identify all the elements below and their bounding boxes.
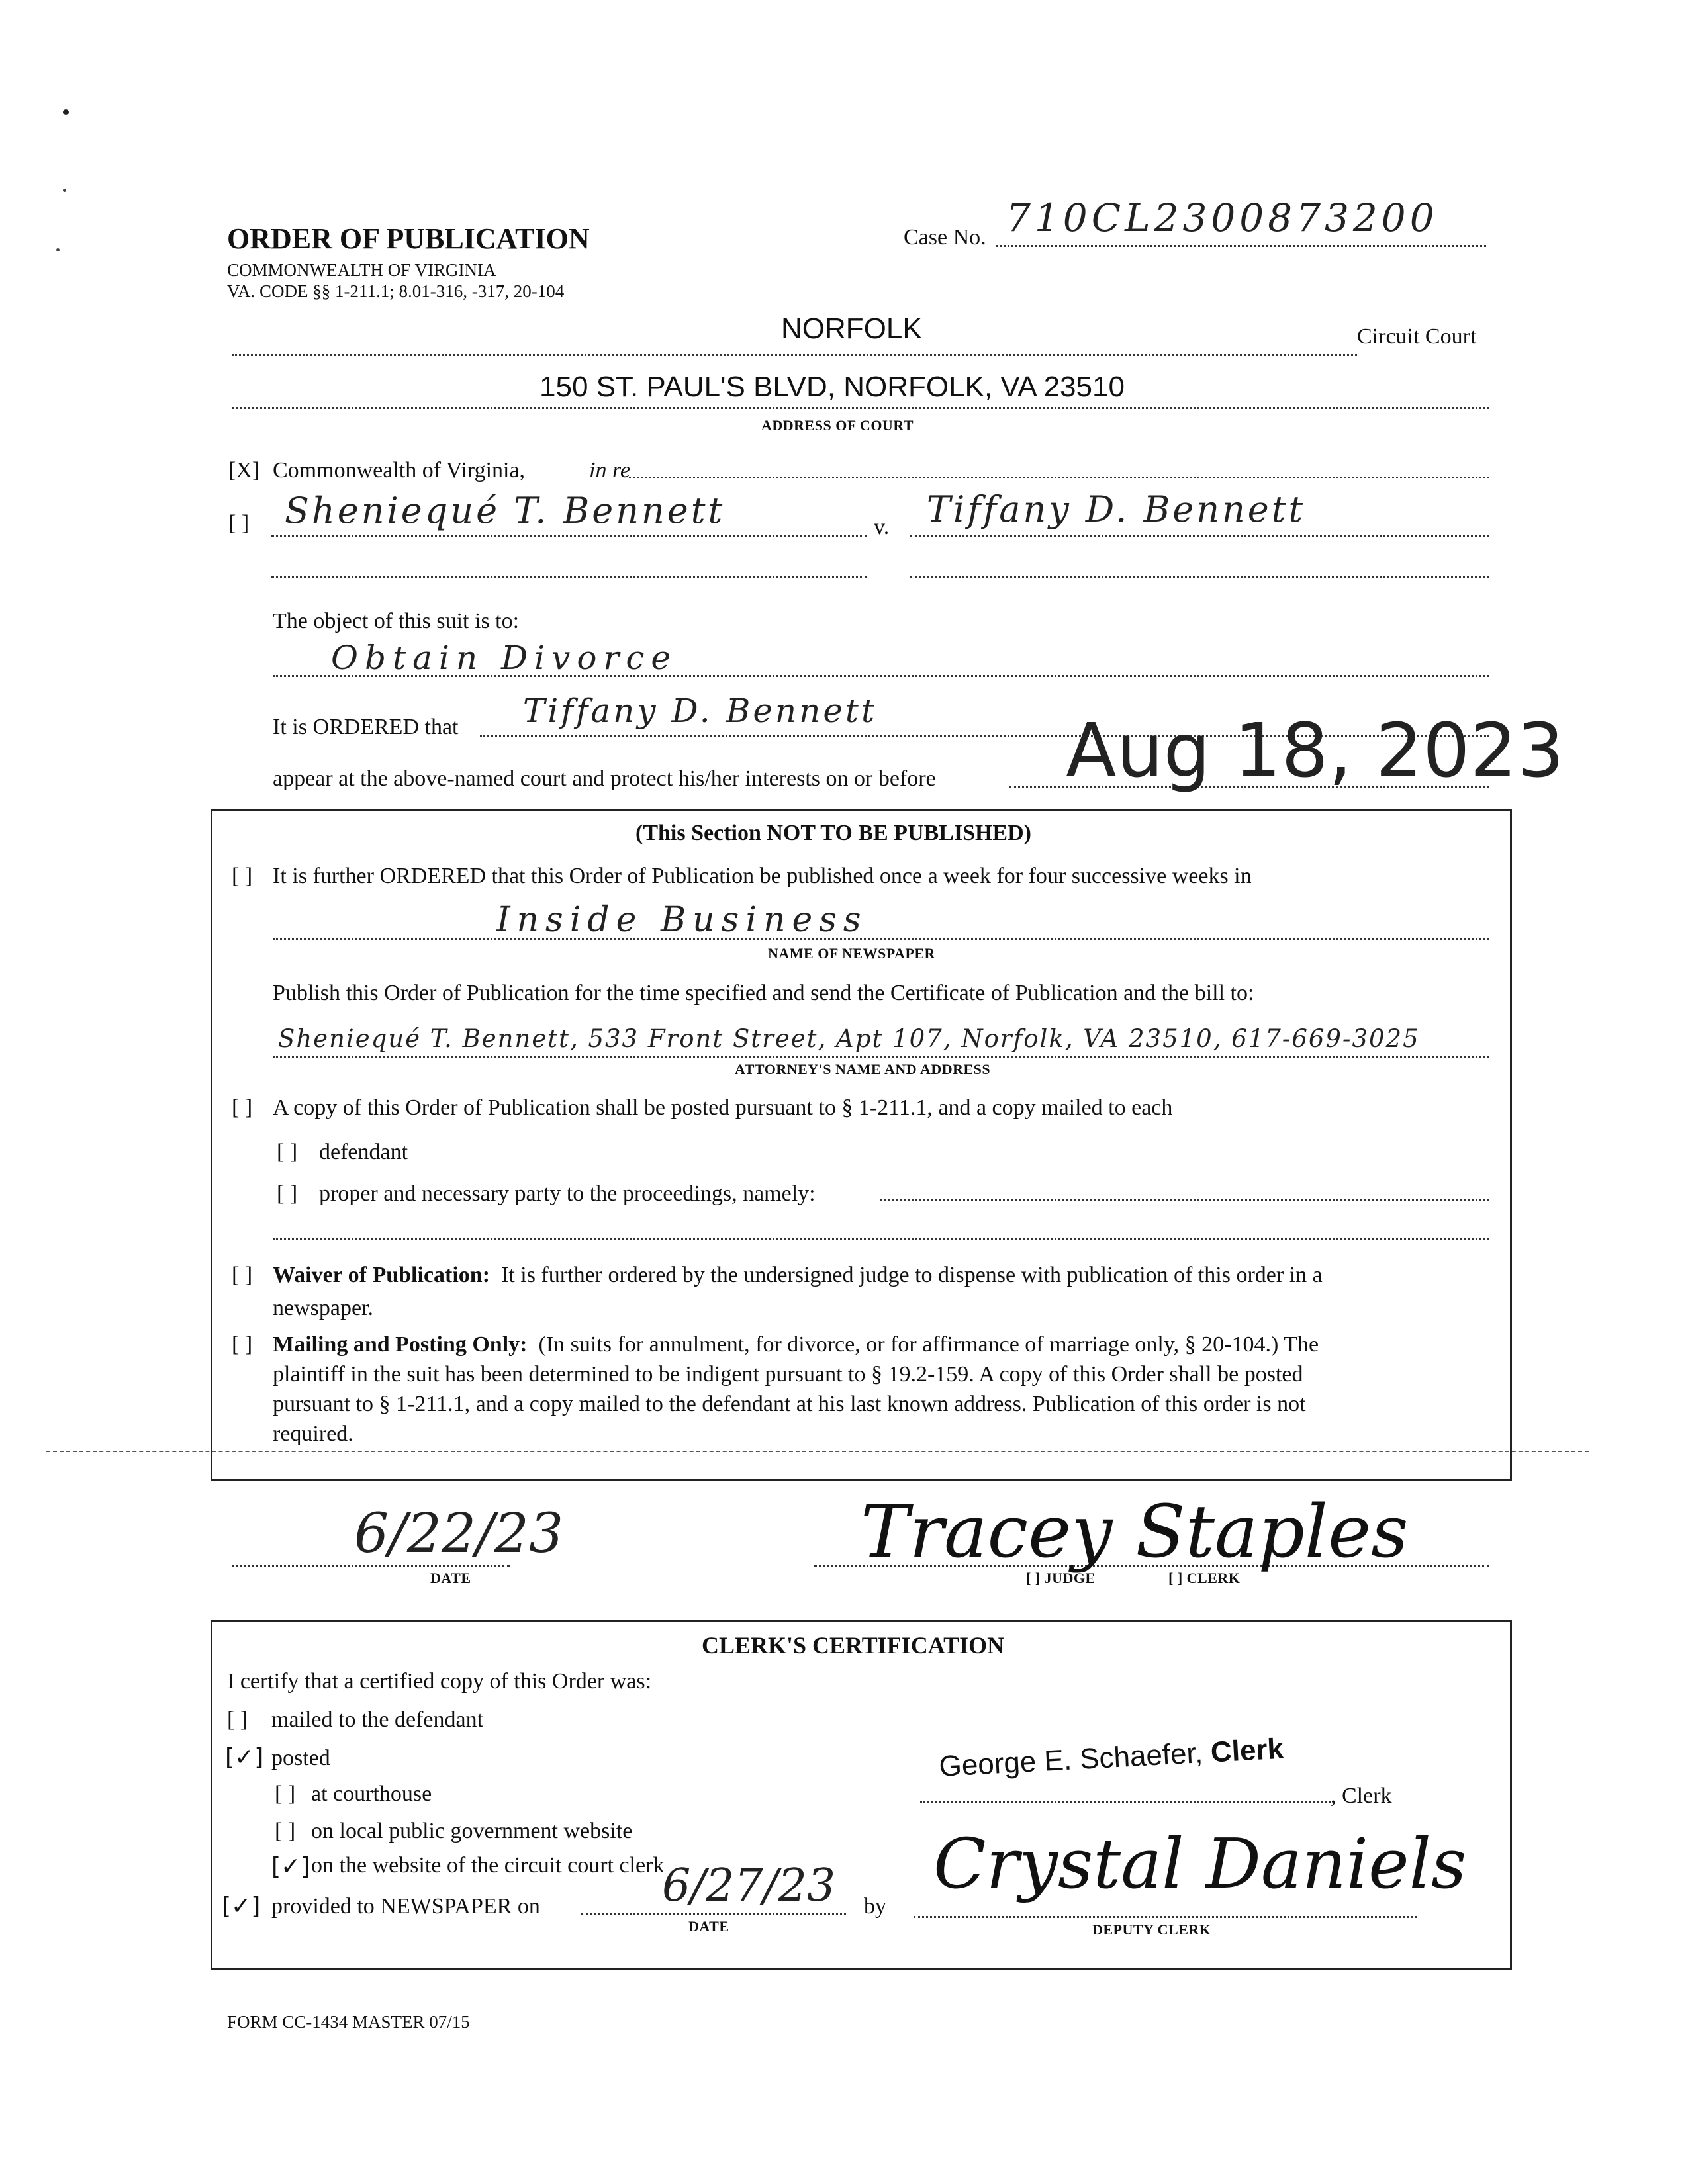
not-published-heading: (This Section NOT TO BE PUBLISHED) — [635, 821, 1031, 845]
clerk-website-checkbox[interactable]: [✓] — [271, 1853, 310, 1880]
necessary-party-checkbox[interactable]: [ ] — [277, 1181, 298, 1206]
copy-posted-checkbox[interactable]: [ ] — [232, 1095, 253, 1120]
by-label: by — [864, 1894, 886, 1919]
mailing-text-2: plaintiff in the suit has been determined to be indigent pursuant to § 19.2-159. A copy of this Order shall be posted — [273, 1362, 1303, 1387]
court-address-label: ADDRESS OF COURT — [761, 417, 914, 433]
object-label: The object of this suit is to: — [273, 609, 520, 633]
order-date: 6/22/23 — [354, 1502, 564, 1565]
party-line-2 — [271, 576, 867, 578]
clerk-name-text: George E. Schaefer, — [938, 1737, 1204, 1784]
separator-line — [46, 1451, 1589, 1452]
order-date-line — [232, 1565, 510, 1567]
courthouse-checkbox[interactable]: [ ] — [275, 1782, 296, 1806]
party-checkbox[interactable]: [ ] — [228, 511, 250, 535]
mailing-title: Mailing and Posting Only: — [273, 1332, 528, 1357]
judge-checkbox-label[interactable]: [ ] JUDGE — [1026, 1570, 1096, 1586]
court-suffix: Circuit Court — [1357, 324, 1477, 349]
mailing-text-3: pursuant to § 1-211.1, and a copy mailed to the defendant at his last known address. Publication of this order is not — [273, 1392, 1306, 1416]
mailing-line-1 — [273, 1332, 1319, 1357]
clerk-name-line — [920, 1801, 1331, 1803]
waiver-line-1 — [273, 1263, 1323, 1288]
waiver-title: Waiver of Publication: — [273, 1263, 491, 1287]
commonwealth-checkbox[interactable]: [X] — [228, 458, 260, 482]
copy-posted-text: A copy of this Order of Publication shall be posted pursuant to § 1-211.1, and a copy mailed to each — [273, 1095, 1173, 1120]
appear-date: Aug 18, 2023 — [1066, 708, 1565, 794]
provided-date-label: DATE — [688, 1918, 729, 1934]
attorney-label: ATTORNEY'S NAME AND ADDRESS — [735, 1061, 991, 1077]
local-website-label: on local public government website — [311, 1819, 633, 1843]
form-subtitle: COMMONWEALTH OF VIRGINIA — [227, 260, 496, 280]
ordered-label: It is ORDERED that — [273, 715, 459, 739]
in-re-label: in re — [589, 458, 631, 482]
publish-text: It is further ORDERED that this Order of Publication be published once a week for four successive weeks in — [273, 864, 1252, 888]
deputy-clerk-label: DEPUTY CLERK — [1092, 1921, 1211, 1938]
party-line-3 — [910, 576, 1489, 578]
mailing-text-4: required. — [273, 1422, 353, 1446]
posted-checkbox[interactable]: [✓] — [225, 1744, 264, 1771]
scan-mark — [63, 109, 69, 115]
clerk-title-bold: Clerk — [1209, 1732, 1285, 1769]
versus-label: v. — [874, 515, 890, 539]
scan-mark — [63, 189, 66, 192]
local-website-checkbox[interactable]: [ ] — [275, 1819, 296, 1843]
deputy-signature: Crystal Daniels — [933, 1823, 1467, 1904]
appear-text: appear at the above-named court and protect his/her interests on or before — [273, 766, 936, 791]
mailed-checkbox[interactable]: [ ] — [227, 1707, 248, 1732]
in-re-line — [629, 477, 1489, 478]
publish-checkbox[interactable]: [ ] — [232, 864, 253, 888]
court-address-line — [232, 407, 1489, 409]
necessary-party-line-2 — [273, 1238, 1489, 1240]
send-bill-text: Publish this Order of Publication for the time specified and send the Certificate of Publication and the bill to: — [273, 981, 1254, 1005]
posted-label: posted — [271, 1746, 330, 1770]
mailing-text-1: (In suits for annulment, for divorce, or for affirmance of marriage only, § 20-104.) The — [538, 1332, 1319, 1357]
newspaper-label: NAME OF NEWSPAPER — [768, 945, 935, 962]
newspaper-provided-label: provided to NEWSPAPER on — [271, 1894, 540, 1919]
waiver-text: It is further ordered by the undersigned judge to dispense with publication of this order in a — [501, 1263, 1323, 1287]
scan-mark — [56, 248, 60, 251]
courthouse-label: at courthouse — [311, 1782, 432, 1806]
commonwealth-label: Commonwealth of Virginia, — [273, 458, 526, 482]
order-date-label: DATE — [430, 1570, 471, 1586]
newspaper-name: Inside Business — [496, 900, 868, 940]
form-id: FORM CC-1434 MASTER 07/15 — [227, 2012, 470, 2032]
mailing-checkbox[interactable]: [ ] — [232, 1332, 253, 1357]
plaintiff-line — [271, 535, 867, 537]
case-number-label: Case No. — [904, 225, 986, 250]
form-title: ORDER OF PUBLICATION — [227, 222, 590, 255]
defendant-checkbox[interactable]: [ ] — [277, 1140, 298, 1164]
necessary-party-label: proper and necessary party to the proceedings, namely: — [319, 1181, 816, 1206]
judge-signature: Tracey Staples — [861, 1489, 1409, 1574]
clerk-cert-intro: I certify that a certified copy of this Order was: — [227, 1669, 652, 1694]
clerk-website-label: on the website of the circuit court clerk — [311, 1853, 665, 1878]
case-number-line — [996, 245, 1486, 247]
defendant-line — [910, 535, 1489, 537]
defendant-name: Tiffany D. Bennett — [927, 488, 1306, 530]
attorney-name-address: Sheniequé T. Bennett, 533 Front Street, Apt 107, Norfolk, VA 23510, 617-669-3025 — [278, 1024, 1420, 1053]
clerk-cert-heading: CLERK'S CERTIFICATION — [702, 1632, 1005, 1659]
case-number-value: 710CL2300873200 — [1006, 195, 1438, 240]
waiver-checkbox[interactable]: [ ] — [232, 1263, 253, 1287]
plaintiff-name: Sheniequé T. Bennett — [285, 490, 726, 531]
newspaper-checkbox[interactable]: [✓] — [222, 1893, 261, 1920]
deputy-signature-line — [914, 1916, 1417, 1918]
waiver-text-2: newspaper. — [273, 1296, 374, 1320]
provided-date: 6/27/23 — [662, 1860, 836, 1912]
clerk-checkbox-label[interactable]: [ ] CLERK — [1168, 1570, 1241, 1586]
mailed-label: mailed to the defendant — [271, 1707, 484, 1732]
clerk-suffix: , Clerk — [1331, 1784, 1392, 1808]
newspaper-line — [273, 938, 1489, 940]
ordered-person: Tiffany D. Bennett — [523, 692, 878, 730]
defendant-label: defendant — [319, 1140, 408, 1164]
provided-date-line — [581, 1913, 846, 1915]
necessary-party-line — [880, 1199, 1489, 1201]
court-name-line — [232, 354, 1357, 356]
court-name: NORFOLK — [781, 312, 922, 345]
attorney-line — [273, 1056, 1489, 1058]
court-address: 150 ST. PAUL'S BLVD, NORFOLK, VA 23510 — [539, 371, 1125, 403]
form-code: VA. CODE §§ 1-211.1; 8.01-316, -317, 20-104 — [227, 281, 565, 301]
object-value: Obtain Divorce — [331, 639, 677, 677]
